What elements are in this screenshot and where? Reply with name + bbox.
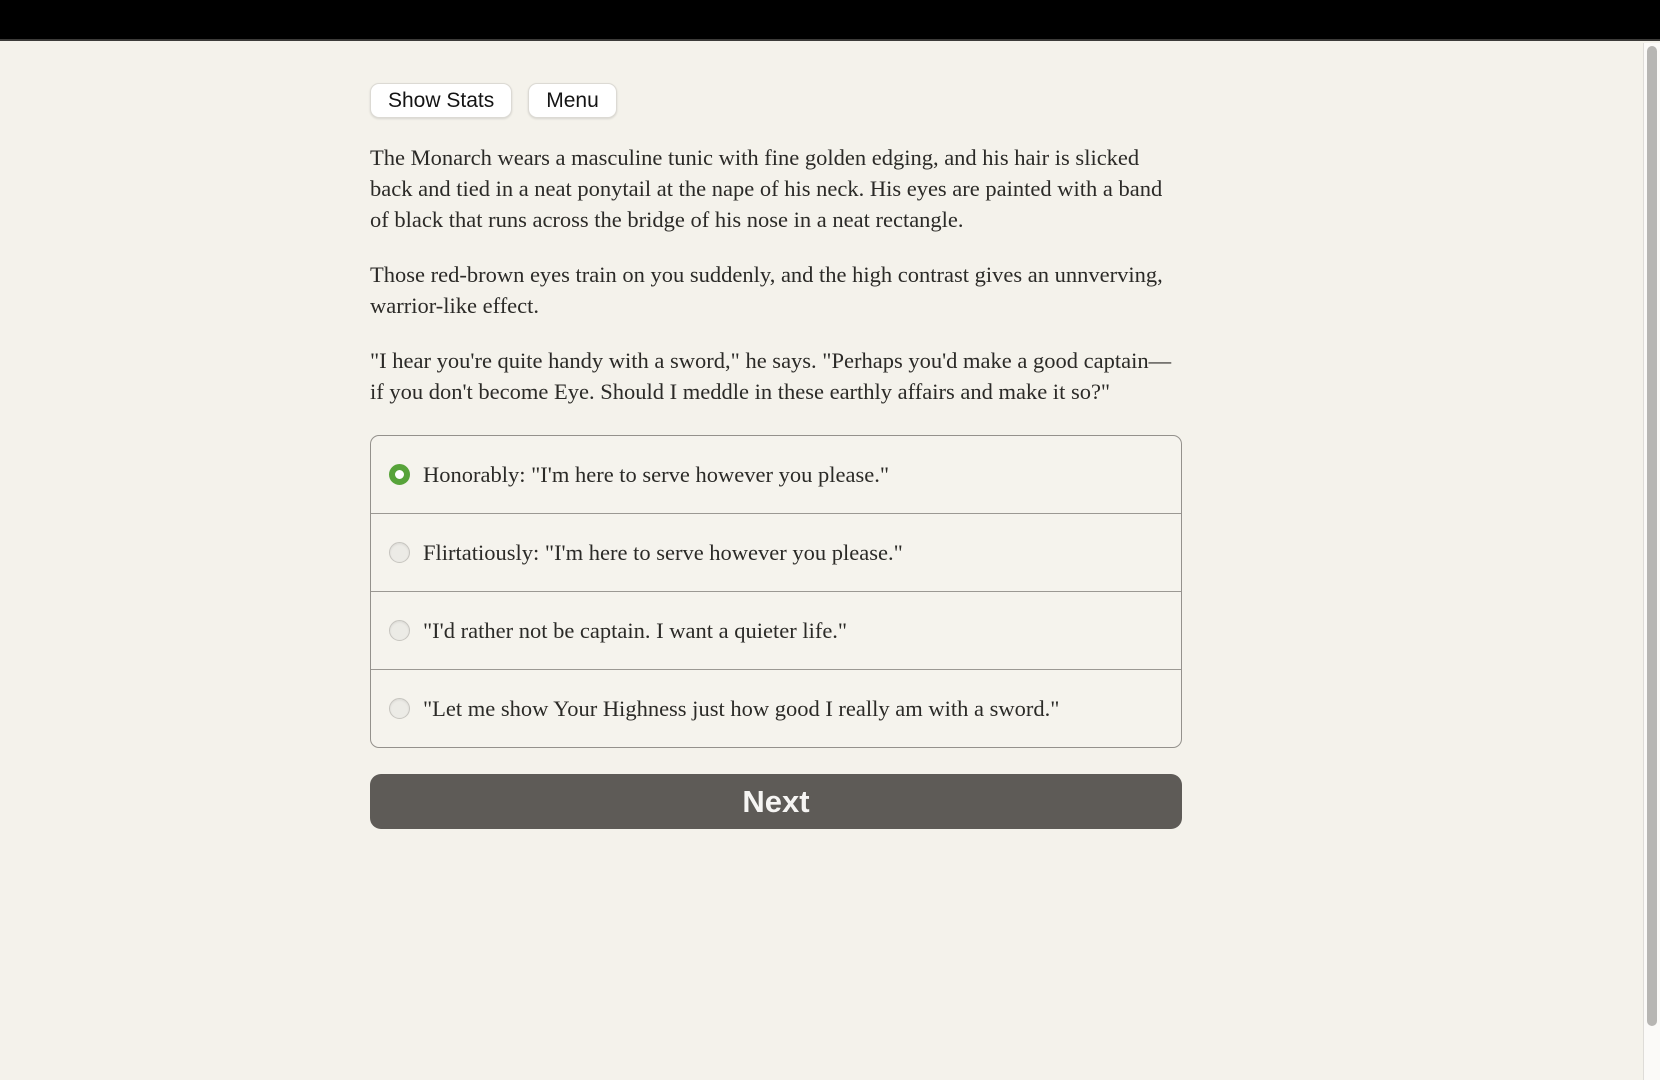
story-paragraph: "I hear you're quite handy with a sword," he says. "Perhaps you'd make a good captain—if you don't become Eye. Should I meddle in these earthly affairs and make it so?" bbox=[370, 348, 1172, 404]
choice-list bbox=[370, 435, 1182, 748]
toolbar bbox=[370, 83, 1182, 118]
story-text bbox=[370, 142, 1182, 407]
choice-option-label: Flirtatiously: "I'm here to serve however you please." bbox=[423, 540, 903, 565]
radio-unselected-icon[interactable] bbox=[389, 620, 410, 641]
radio-unselected-icon[interactable] bbox=[389, 698, 410, 719]
radio-selected-icon[interactable] bbox=[389, 464, 410, 485]
next-button[interactable]: Next bbox=[370, 774, 1182, 829]
choice-option-1[interactable] bbox=[371, 436, 1181, 513]
scrollbar-track[interactable] bbox=[1643, 43, 1660, 1080]
top-black-bar bbox=[0, 0, 1660, 41]
menu-button[interactable]: Menu bbox=[528, 83, 617, 118]
story-paragraph: Those red-brown eyes train on you suddenly, and the high contrast gives an unnverving, warrior-like effect. bbox=[370, 262, 1163, 318]
choice-option-4[interactable] bbox=[371, 669, 1181, 747]
choice-option-3[interactable] bbox=[371, 591, 1181, 669]
scrollbar-thumb[interactable] bbox=[1647, 46, 1657, 1026]
story-page bbox=[370, 43, 1182, 829]
choice-option-label: "I'd rather not be captain. I want a quieter life." bbox=[423, 618, 848, 643]
choice-option-label: Honorably: "I'm here to serve however you please." bbox=[423, 462, 890, 487]
story-paragraph: The Monarch wears a masculine tunic with fine golden edging, and his hair is slicked back and tied in a neat ponytail at the nape of his neck. His eyes are painted with a band of black that runs across the bridge of his nose in a neat rectangle. bbox=[370, 145, 1163, 232]
show-stats-button[interactable]: Show Stats bbox=[370, 83, 512, 118]
radio-unselected-icon[interactable] bbox=[389, 542, 410, 563]
choice-option-label: "Let me show Your Highness just how good I really am with a sword." bbox=[423, 696, 1060, 721]
choice-option-2[interactable] bbox=[371, 513, 1181, 591]
